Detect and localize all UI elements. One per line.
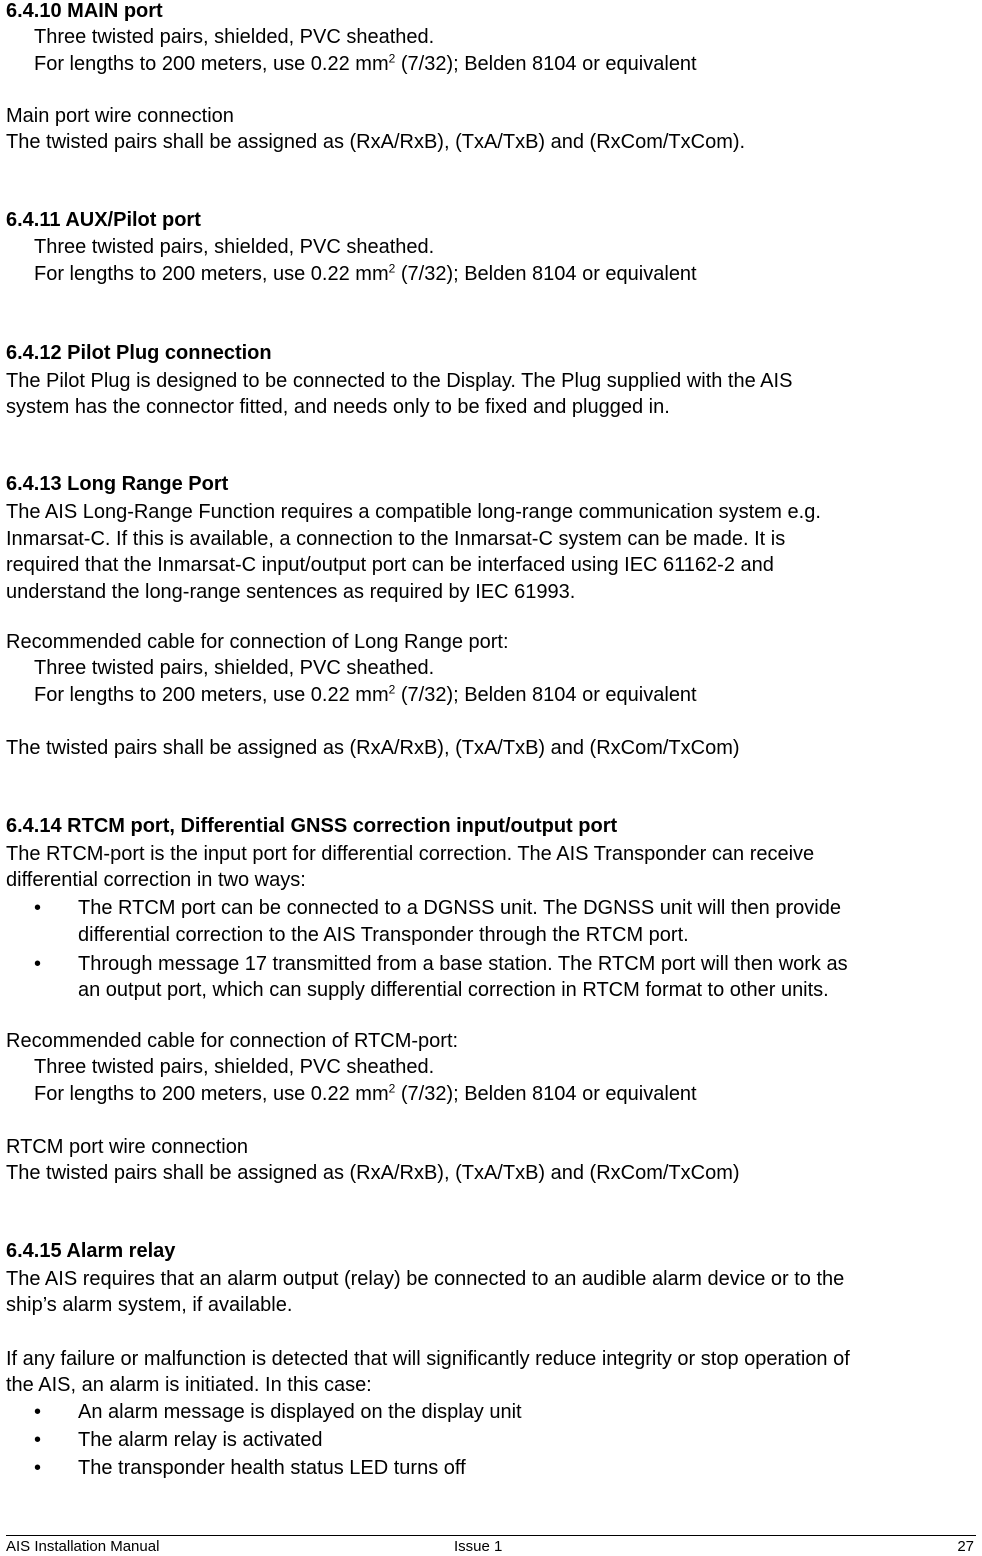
footer-manual-title: AIS Installation Manual	[6, 1538, 160, 1555]
footer-page-number: 27	[957, 1538, 974, 1555]
paragraph-line: system has the connector fitted, and needs only to be fixed and plugged in.	[6, 396, 670, 418]
list-item-text: differential correction to the AIS Transponder through the RTCM port.	[78, 924, 689, 946]
paragraph-line: understand the long-range sentences as required by IEC 61993.	[6, 581, 576, 603]
bullet-marker: •	[34, 897, 42, 919]
list-item-text: The transponder health status LED turns off	[78, 1457, 466, 1479]
cable-length-line: For lengths to 200 meters, use 0.22 $mm^2$ (7/32); Belden 8104 or equivalent	[34, 261, 697, 285]
bullet-marker: •	[34, 1429, 42, 1451]
section-heading-alarm-relay: 6.4.15 Alarm relay	[6, 1240, 176, 1262]
bullet-marker: •	[34, 1401, 42, 1423]
list-item-text: An alarm message is displayed on the display unit	[78, 1401, 522, 1423]
recommended-cable-label: Recommended cable for connection of Long Range port:	[6, 631, 509, 653]
section-heading-aux-pilot-port: 6.4.11 AUX/Pilot port	[6, 209, 201, 231]
paragraph-line: The AIS Long-Range Function requires a compatible long-range communication system e.g.	[6, 501, 821, 523]
paragraph-line: differential correction in two ways:	[6, 869, 306, 891]
paragraph-line: If any failure or malfunction is detected that will significantly reduce integrity or stop operation of	[6, 1348, 850, 1370]
cable-length-line: For lengths to 200 meters, use 0.22 $mm^2$ (7/32); Belden 8104 or equivalent	[34, 1081, 697, 1105]
paragraph-line: the AIS, an alarm is initiated. In this case:	[6, 1374, 372, 1396]
wire-connection-label: RTCM port wire connection	[6, 1136, 248, 1158]
cable-length-line: For lengths to 200 meters, use 0.22 $mm^2$ (7/32); Belden 8104 or equivalent	[34, 51, 697, 75]
list-item-text: an output port, which can supply differential correction in RTCM format to other units.	[78, 979, 829, 1001]
cable-length-line: For lengths to 200 meters, use 0.22 $mm^2$ (7/32); Belden 8104 or equivalent	[34, 682, 697, 706]
list-item-text: The alarm relay is activated	[78, 1429, 323, 1451]
list-item-text: Through message 17 transmitted from a base station. The RTCM port will then work as	[78, 953, 848, 975]
section-heading-pilot-plug: 6.4.12 Pilot Plug connection	[6, 342, 272, 364]
cable-spec-line: Three twisted pairs, shielded, PVC sheathed.	[34, 1056, 435, 1078]
cable-spec-line: Three twisted pairs, shielded, PVC sheathed.	[34, 26, 435, 48]
pair-assignment-text: The twisted pairs shall be assigned as (RxA/RxB), (TxA/TxB) and (RxCom/TxCom).	[6, 131, 746, 153]
bullet-marker: •	[34, 953, 42, 975]
wire-connection-label: Main port wire connection	[6, 105, 234, 127]
recommended-cable-label: Recommended cable for connection of RTCM-port:	[6, 1030, 459, 1052]
cable-spec-line: Three twisted pairs, shielded, PVC sheathed.	[34, 657, 435, 679]
footer-divider	[6, 1535, 976, 1536]
footer-issue: Issue 1	[454, 1538, 503, 1555]
section-heading-main-port: 6.4.10 MAIN port	[6, 0, 163, 22]
cable-spec-line: Three twisted pairs, shielded, PVC sheathed.	[34, 236, 435, 258]
paragraph-line: ship’s alarm system, if available.	[6, 1294, 293, 1316]
pair-assignment-text: The twisted pairs shall be assigned as (RxA/RxB), (TxA/TxB) and (RxCom/TxCom)	[6, 737, 740, 759]
section-heading-rtcm-port: 6.4.14 RTCM port, Differential GNSS correction input/output port	[6, 815, 618, 837]
paragraph-line: required that the Inmarsat-C input/output port can be interfaced using IEC 61162-2 and	[6, 554, 774, 576]
paragraph-line: The RTCM-port is the input port for differential correction. The AIS Transponder can receive	[6, 843, 815, 865]
bullet-marker: •	[34, 1457, 42, 1479]
list-item-text: The RTCM port can be connected to a DGNSS unit. The DGNSS unit will then provide	[78, 897, 841, 919]
pair-assignment-text: The twisted pairs shall be assigned as (RxA/RxB), (TxA/TxB) and (RxCom/TxCom)	[6, 1162, 740, 1184]
paragraph-line: Inmarsat-C. If this is available, a connection to the Inmarsat-C system can be made. It is	[6, 528, 786, 550]
paragraph-line: The Pilot Plug is designed to be connected to the Display. The Plug supplied with the AIS	[6, 370, 793, 392]
paragraph-line: The AIS requires that an alarm output (relay) be connected to an audible alarm device or to the	[6, 1268, 845, 1290]
section-heading-long-range-port: 6.4.13 Long Range Port	[6, 473, 229, 495]
